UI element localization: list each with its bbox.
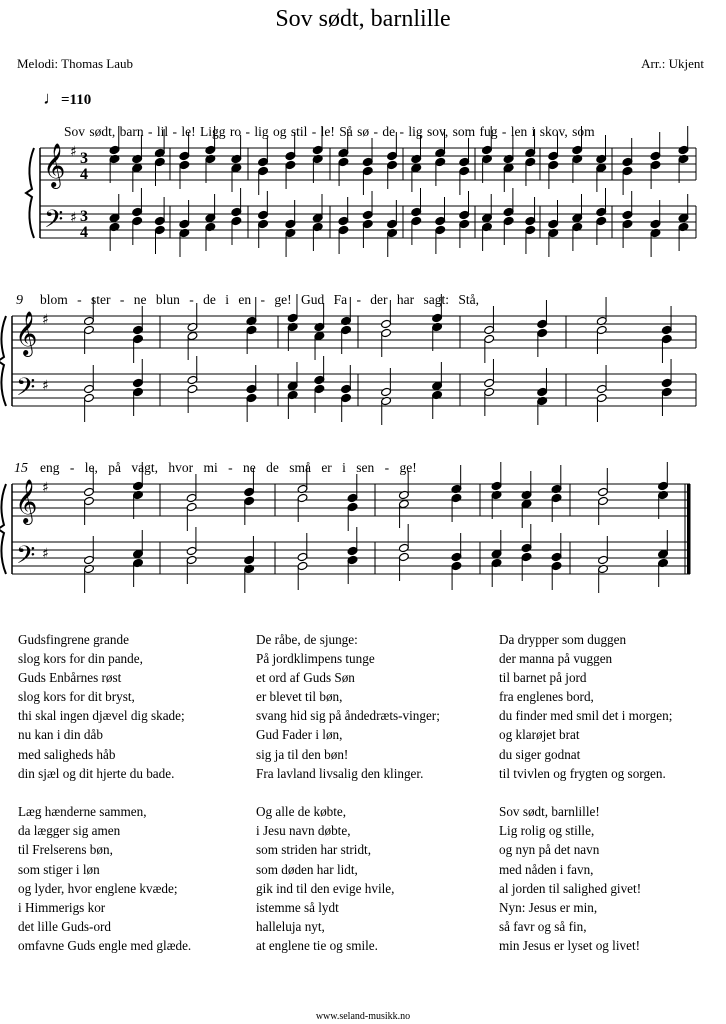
sharp-icon: ♯ <box>42 546 49 562</box>
score-systems <box>0 126 696 593</box>
tempo-value: =110 <box>61 92 92 108</box>
verse-line: i Jesu navn døbte, <box>256 823 351 839</box>
time-signature-denominator: 4 <box>80 166 88 183</box>
sharp-icon: ♯ <box>42 378 49 394</box>
brace-icon <box>0 484 6 574</box>
verse-line: er blevet til bøn, <box>256 689 343 705</box>
verse-line: da lægger sig amen <box>18 823 121 839</box>
verse-line: og klarøjet brat <box>499 727 580 743</box>
stanza-5 <box>256 802 440 955</box>
final-barline-thick <box>687 484 691 574</box>
verse-line: Da drypper som duggen <box>499 632 627 647</box>
system-1-lyrics: Sov sødt, barn - lil - le! Ligg ro - lig og stil - le! Så sø - de - lig sov, som fug - len i skov, som <box>64 124 595 139</box>
verse-line: al jorden til salighed givet! <box>499 880 642 896</box>
brace-icon <box>0 316 6 406</box>
verse-line: omfavne Guds engle med glæde. <box>18 937 192 953</box>
verse-line: i Himmerigs kor <box>18 899 106 915</box>
verse-line: istemme så lydt <box>256 899 339 915</box>
score-system <box>0 462 691 593</box>
verse-line: Gudsfingrene grande <box>18 632 129 647</box>
verse-line: din sjæl og dit hjerte du bade. <box>18 765 175 781</box>
verse-line: fra englenes bord, <box>499 689 594 705</box>
score-system <box>0 294 696 425</box>
verse-line: det lille Guds-ord <box>18 918 112 934</box>
stanza-6 <box>499 802 672 955</box>
time-signature-numerator: 3 <box>80 208 88 225</box>
system-2-lyrics: blom - ster - ne blun - de i en - ge! Gud Fa - der har sagt: Stå, <box>40 292 480 307</box>
arranger-credit: Arr.: Ukjent <box>641 56 704 71</box>
verse-line: at englene tie og smile. <box>256 937 378 953</box>
quarter-note-icon: ♩ <box>43 88 61 108</box>
verse-line: nu kan i din dåb <box>18 727 103 743</box>
treble-clef-icon: 𝄞 <box>43 143 66 187</box>
sharp-icon: ♯ <box>42 312 49 328</box>
system-2-measure-number: 9 <box>16 293 23 308</box>
stanza-4 <box>18 802 191 955</box>
treble-clef-icon: 𝄞 <box>15 479 38 523</box>
verse-line: Lig rolig og stille, <box>499 823 595 839</box>
sharp-icon: ♯ <box>70 210 77 226</box>
verse-line: som stiger i løn <box>18 861 100 877</box>
verse-line: som striden har stridt, <box>256 842 372 858</box>
sharp-icon: ♯ <box>70 144 77 160</box>
verse-line: svang hid sig på åndedræts-vinger; <box>256 708 440 724</box>
verse-line: Fra lavland livsalig den klinger. <box>256 765 424 781</box>
verse-column-3 <box>499 630 672 955</box>
verse-column-1 <box>18 630 191 955</box>
score-system <box>26 126 696 257</box>
stanza-2 <box>256 630 440 783</box>
verse-line: Nyn: Jesus er min, <box>499 899 598 915</box>
verse-line: som døden har lidt, <box>256 861 358 877</box>
verse-line: til Frelserens bøn, <box>18 842 113 858</box>
system-3-lyrics: eng - le, på vagt, hvor mi - ne de små er i sen - ge! <box>40 460 417 475</box>
verse-line: slog kors for dit bryst, <box>18 689 135 705</box>
verse-line: På jordklimpens tunge <box>256 651 375 667</box>
verse-line: til tvivlen og frygten og sorgen. <box>499 765 666 781</box>
verse-line: Læg hænderne sammen, <box>18 804 147 820</box>
verse-line: sig ja til den bøn! <box>256 746 349 762</box>
bass-clef-icon: 𝄢 <box>16 373 36 408</box>
verse-line: og nyn på det navn <box>499 842 600 858</box>
stanza-1 <box>18 630 191 783</box>
page-title: Sov sødt, barnlille <box>275 6 451 32</box>
bass-clef-icon: 𝄢 <box>16 541 36 576</box>
verse-line: og lyder, hvor englene kvæde; <box>18 880 178 896</box>
verse-line: Guds Enbårnes røst <box>18 670 122 686</box>
brace-icon <box>26 148 34 238</box>
verse-line: du siger godnat <box>499 746 581 762</box>
treble-clef-icon: 𝄞 <box>15 311 38 355</box>
verse-line: med saligheds håb <box>18 746 116 762</box>
verse-line: min Jesus er lyset og livet! <box>499 937 641 953</box>
time-signature-denominator: 4 <box>80 224 88 241</box>
verse-line: thi skal ingen djævel dig skade; <box>18 708 185 724</box>
verse-line: slog kors for din pande, <box>18 651 143 667</box>
composer-credit: Melodi: Thomas Laub <box>17 56 134 71</box>
verse-line: der manna på vuggen <box>499 651 613 667</box>
verse-line: med nåden i favn, <box>499 861 594 877</box>
verse-line: Gud Fader i løn, <box>256 727 343 743</box>
verse-line: et ord af Guds Søn <box>256 670 355 686</box>
sharp-icon: ♯ <box>42 480 49 496</box>
verse-line: Og alle de købte, <box>256 804 347 820</box>
time-signature-numerator: 3 <box>80 150 88 167</box>
verse-line: gik ind til den evige hvile, <box>256 880 395 896</box>
verse-column-2 <box>256 630 440 955</box>
system-3-measure-number: 15 <box>14 461 28 476</box>
verse-line: til barnet på jord <box>499 670 587 686</box>
bass-clef-icon: 𝄢 <box>44 205 64 240</box>
verse-line: De råbe, de sjunge: <box>256 632 358 647</box>
footer-url: www.seland-musikk.no <box>315 1011 411 1022</box>
verse-line: du finder med smil det i morgen; <box>499 708 673 724</box>
stanza-3 <box>499 630 672 783</box>
verse-line: halleluja nyt, <box>256 918 325 934</box>
verse-line: så favr og så fin, <box>499 918 587 934</box>
verse-line: Sov sødt, barnlille! <box>499 804 600 820</box>
